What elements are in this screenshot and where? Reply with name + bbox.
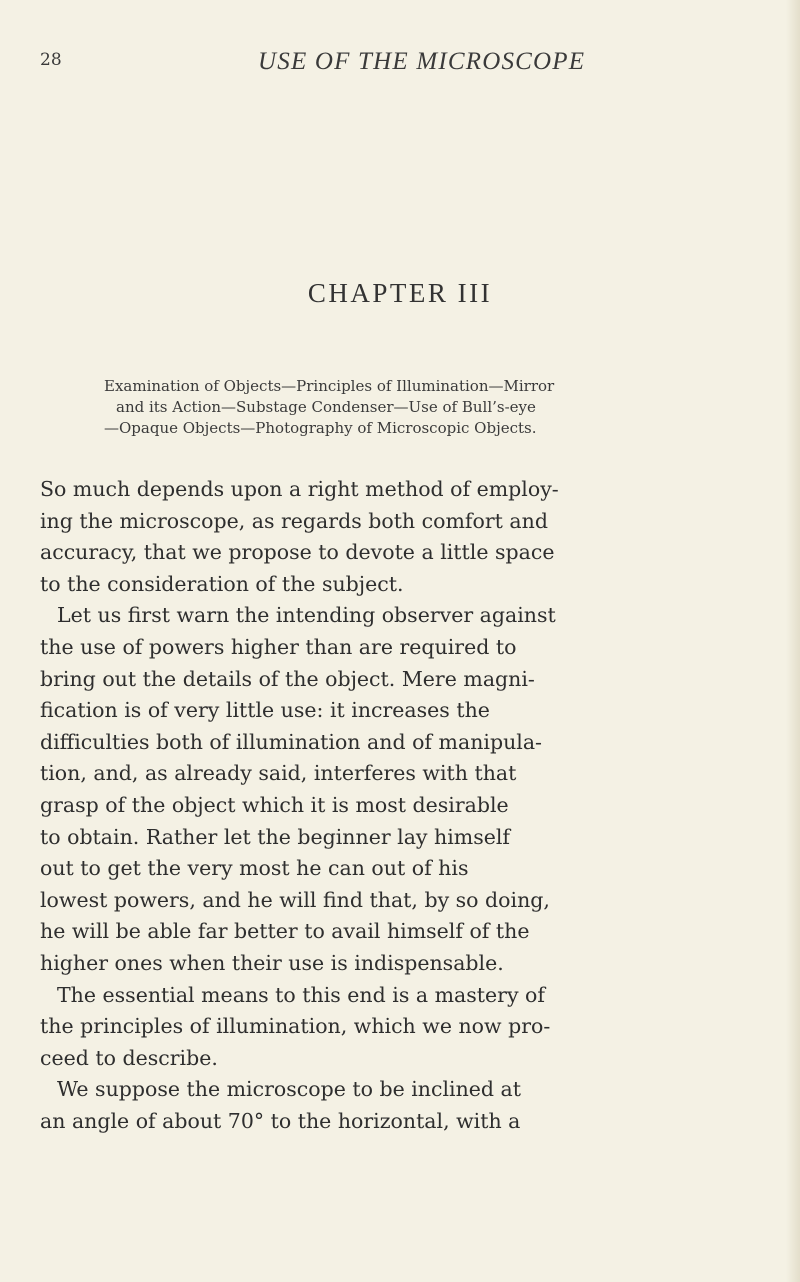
body-line: tion, and, as already said, interferes with that — [40, 761, 517, 786]
body-line: to the consideration of the subject. — [40, 571, 404, 596]
summary-line: and its Action—Substage Condenser—Use of Bull’s-eye — [116, 398, 536, 416]
body-line: an angle of about 70° to the horizontal, with a — [40, 1108, 521, 1133]
body-line: accuracy, that we propose to devote a little space — [40, 540, 555, 565]
body-line: So much depends upon a right method of employ- — [40, 477, 559, 501]
body-line: the use of powers higher than are required to — [40, 634, 517, 659]
body-line: grasp of the object which it is most desirable — [40, 792, 509, 817]
body-line: The essential means to this end is a mastery of — [57, 982, 545, 1007]
page-number: 28 — [40, 50, 62, 70]
page-edge-shadow — [786, 0, 800, 1282]
body-line: out to get the very most he can out of his — [40, 856, 469, 881]
body-line: the principles of illumination, which we now pro- — [40, 1014, 551, 1039]
body-line: ing the microscope, as regards both comfort and — [40, 508, 548, 533]
body-line: to obtain. Rather let the beginner lay himself — [40, 824, 511, 849]
body-line: higher ones when their use is indispensable. — [40, 950, 504, 975]
body-line: fication is of very little use: it increases the — [40, 698, 490, 723]
chapter-heading: CHAPTER III — [307, 278, 493, 308]
summary-line: —Opaque Objects—Photography of Microscopic Objects. — [104, 419, 537, 437]
body-line: Let us first warn the intending observer against — [57, 603, 556, 628]
body-line: We suppose the microscope to be inclined at — [57, 1077, 522, 1102]
body-line: bring out the details of the object. Mere magni- — [40, 666, 535, 691]
chapter-summary — [104, 376, 724, 439]
running-title: USE OF THE MICROSCOPE — [258, 48, 586, 75]
running-head — [0, 48, 800, 80]
body-line: difficulties both of illumination and of manipula- — [40, 729, 542, 754]
body-line: he will be able far better to avail himself of the — [40, 919, 530, 944]
body-line: ceed to describe. — [40, 1045, 218, 1070]
body-line: lowest powers, and he will find that, by so doing, — [40, 887, 550, 912]
summary-line: Examination of Objects—Principles of Illumination—Mirror — [104, 377, 555, 395]
body-text — [40, 474, 770, 1137]
